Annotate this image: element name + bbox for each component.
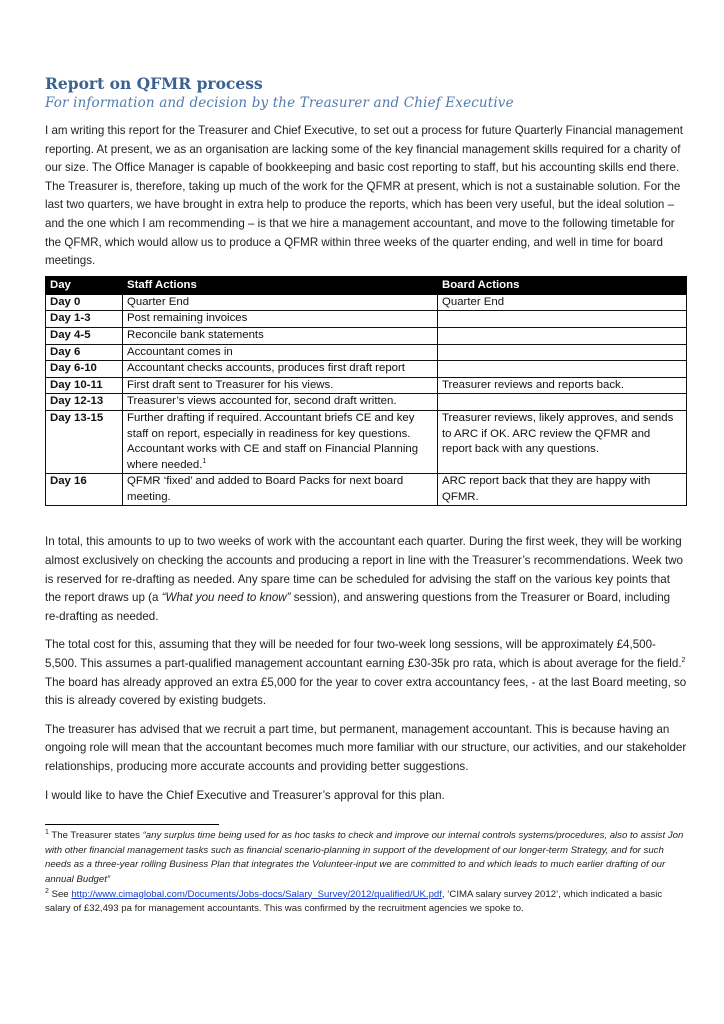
session-name: “What you need to know” (161, 591, 291, 605)
recruitment-paragraph: The treasurer has advised that we recruit a part time, but permanent, management accountant. This is because having an ongoing role will mean that the accountant becomes much more familiar with our structure, our activities, and our stakeholder relationships, producing more accurate accounts and providing better suggestions. (45, 722, 687, 773)
table-row (46, 474, 687, 506)
board-cell (438, 311, 687, 328)
report-title: Report on QFMR process (45, 74, 263, 93)
staff-cell: Reconcile bank statements (123, 327, 438, 344)
staff-cell: Quarter End (123, 294, 438, 311)
footnote-ref-2[interactable]: 2 (681, 657, 686, 665)
footnote-divider (45, 824, 219, 825)
footnote-2-mark: 2 (45, 887, 49, 895)
table-row (46, 410, 687, 473)
workload-text-end: session), and answering questions from the Treasurer or Board, including re-drafting as needed. (45, 591, 671, 623)
staff-cell: Post remaining invoices (123, 311, 438, 328)
footnote-1 (45, 829, 687, 887)
day-cell: Day 4-5 (46, 327, 123, 344)
staff-cell-text: Further drafting if required. Accountant briefs CE and key staff on report, especially in readiness for key questions. Accountant works with CE and staff on Financial Planning where needed. (127, 411, 419, 471)
day-cell: Day 13-15 (46, 410, 123, 473)
footnote-2-text: See (48, 888, 72, 900)
footnote-ref-1[interactable]: 1 (202, 457, 207, 465)
header-staff-actions: Staff Actions (123, 276, 438, 294)
footnote-1-text: The Treasurer states (48, 830, 143, 842)
board-cell (438, 394, 687, 411)
day-cell: Day 6-10 (46, 361, 123, 378)
board-cell: Treasurer reviews, likely approves, and sends to ARC if OK. ARC review the QFMR and report back with any questions. (438, 410, 687, 473)
board-cell: Treasurer reviews and reports back. (438, 377, 687, 394)
staff-cell: QFMR ‘fixed’ and added to Board Packs for next board meeting. (123, 474, 438, 506)
cima-survey-link[interactable]: http://www.cimaglobal.com/Documents/Jobs-docs/Salary_Survey/2012/qualified/UK.pdf (71, 888, 442, 900)
board-cell: ARC report back that they are happy with QFMR. (438, 474, 687, 506)
footnote-2-text-end: , ‘CIMA salary survey 2012’, which indicated a basic salary of £32,493 pa for management accountants. This was confirmed by the recruitment agencies we spoke to. (45, 888, 663, 915)
table-row (46, 327, 687, 344)
board-cell (438, 361, 687, 378)
staff-cell: First draft sent to Treasurer for his views. (123, 377, 438, 394)
approval-paragraph: I would like to have the Chief Executive and Treasurer’s approval for this plan. (45, 788, 445, 802)
table-row (46, 294, 687, 311)
cost-text: The total cost for this, assuming that they will be needed for four two-week long sessions, will be approximately £4,500-5,500. This assumes a part-qualified management accountant earning £30-35k pro rata, which is about average for the field. (45, 638, 682, 671)
staff-cell: Accountant comes in (123, 344, 438, 361)
board-cell (438, 327, 687, 344)
report-subtitle: For information and decision by the Treasurer and Chief Executive (45, 95, 514, 111)
staff-cell (123, 410, 438, 473)
intro-paragraph: I am writing this report for the Treasurer and Chief Executive, to set out a process for future Quarterly Financial management reporting. At present, we as an organisation are lacking some of the key financial management skills required for a charity of our size. The Office Manager is capable of bookkeeping and basic cost reporting to staff, but his accounting skills end there. The Treasurer is, therefore, taking up much of the work for the QFMR at present, which is not a sustainable solution. For the last two quarters, we have brought in extra help to produce the reports, which has been very useful, but the ideal solution – and the one which I am recommending – is that we hire a management accountant, and move to the following timetable for the QFMR, which would allow us to produce a QFMR within three weeks of the quarter ending, and well in time for board meetings. (45, 124, 683, 268)
staff-cell: Treasurer’s views accounted for, second draft written. (123, 394, 438, 411)
header-board-actions: Board Actions (438, 276, 687, 294)
footnote-1-quote: “any surplus time being used for as hoc tasks to check and improve our internal controls systems/procedures, also to assist Jon with other financial management tasks such as financial scenario-planning in support of the development of our longer-term Strategy, and for such needs as a three-year rolling Business Plan that integrates the Volunteer-input we are committed to and which leads to much earlier drafting of our annual Budget” (45, 830, 684, 885)
cost-text-end: The board has already approved an extra £5,000 for the year to cover extra accountancy fees, - at the last Board meeting, so this is already covered by existing budgets. (45, 675, 687, 708)
workload-paragraph (45, 533, 687, 626)
day-cell: Day 12-13 (46, 394, 123, 411)
table-row (46, 377, 687, 394)
day-cell: Day 0 (46, 294, 123, 311)
board-cell (438, 344, 687, 361)
footnote-1-mark: 1 (45, 829, 49, 836)
timetable (45, 276, 687, 507)
day-cell: Day 6 (46, 344, 123, 361)
table-row (46, 361, 687, 378)
table-header-row (46, 276, 687, 294)
cost-paragraph (45, 636, 687, 710)
header-day: Day (46, 276, 123, 294)
table-row (46, 311, 687, 328)
footnote-2 (45, 888, 687, 917)
day-cell: Day 1-3 (46, 311, 123, 328)
staff-cell: Accountant checks accounts, produces first draft report (123, 361, 438, 378)
workload-text: In total, this amounts to up to two weeks of work with the accountant each quarter. During the first week, they will be working almost exclusively on checking the accounts and producing a report in line with the Treasurer’s recommendations. Week two is reserved for re-drafting as needed. Any spare time can be scheduled for advising the staff on the various key points that the report draws up (a (45, 535, 683, 605)
day-cell: Day 10-11 (46, 377, 123, 394)
table-row (46, 344, 687, 361)
board-cell: Quarter End (438, 294, 687, 311)
table-row (46, 394, 687, 411)
report-page (45, 74, 687, 917)
day-cell: Day 16 (46, 474, 123, 506)
